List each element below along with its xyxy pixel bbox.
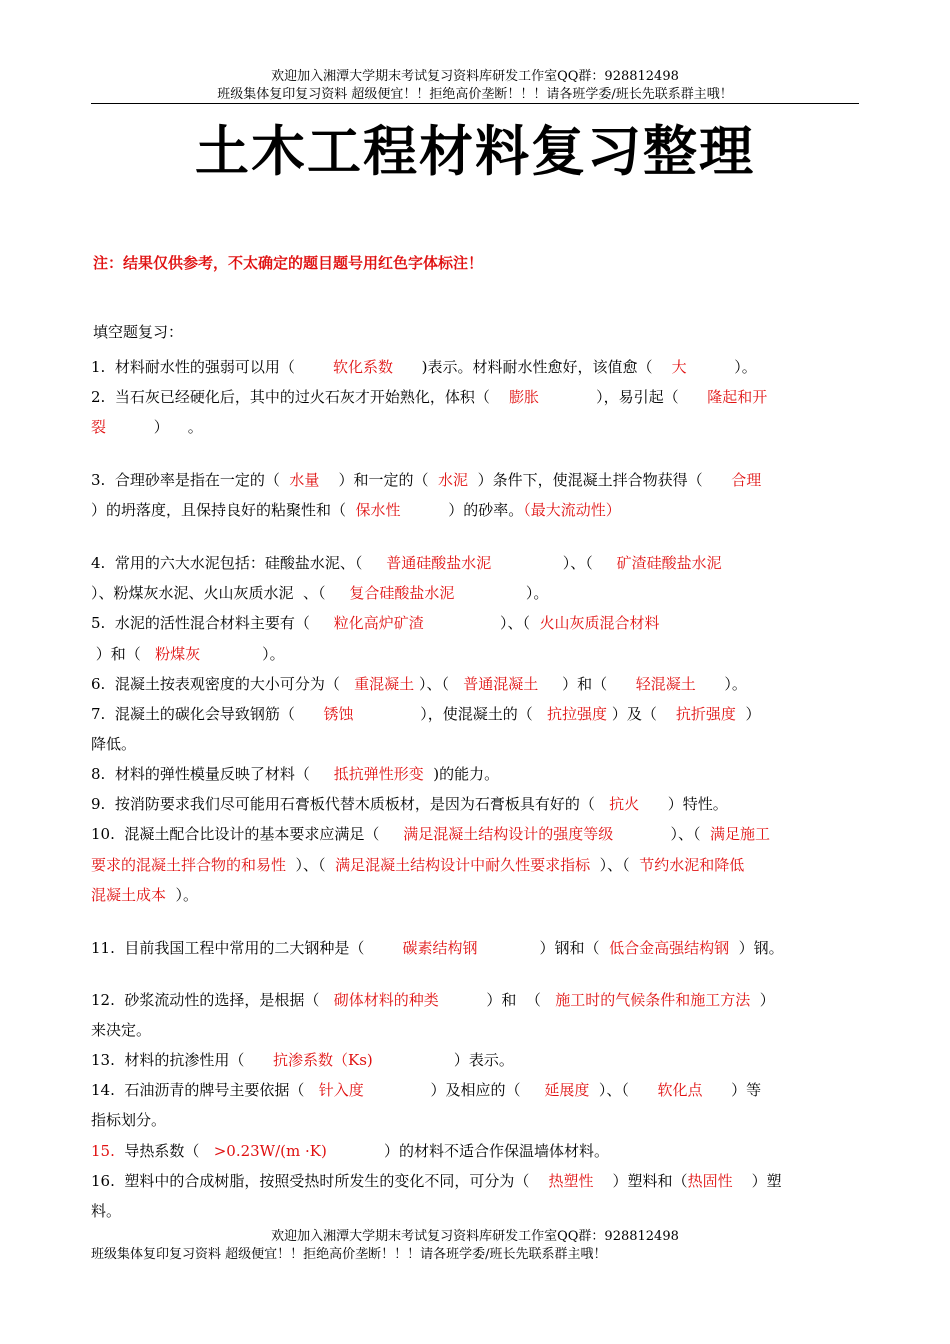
question-text: ） 。 bbox=[106, 418, 203, 436]
answer-text: 锈蚀 bbox=[323, 705, 354, 723]
answer-text: 针入度 bbox=[318, 1081, 364, 1099]
question-line bbox=[91, 763, 499, 785]
answer-text: 热塑性 bbox=[548, 1172, 594, 1190]
question-text: ）钢和（ bbox=[477, 939, 610, 957]
question-text: 7. 混凝土的碳化会导致钢筋（ bbox=[91, 705, 324, 723]
question-text: ） bbox=[735, 705, 761, 723]
answer-text: 抗渗系数（Ks) bbox=[273, 1051, 373, 1069]
question-text: ）和（ bbox=[91, 645, 156, 663]
answer-text: 要求的混凝土拌合物的和易性 bbox=[91, 856, 287, 874]
answer-text: 抵抗弹性形变 bbox=[333, 765, 424, 783]
question-text: ）。 bbox=[166, 886, 199, 904]
question-text: ）。 bbox=[454, 584, 549, 602]
answer-text: 施工时的气候条件和施工方法 bbox=[555, 991, 751, 1009]
question-line bbox=[91, 612, 660, 634]
question-text: ）的坍落度，且保持良好的粘聚性和（ bbox=[91, 501, 356, 519]
question-text: 3. 合理砂率是指在一定的（ bbox=[91, 471, 290, 489]
question-text: 1. 材料耐水性的强弱可以用（ bbox=[91, 358, 333, 376]
question-text: ）和（ bbox=[538, 675, 636, 693]
question-line bbox=[91, 1140, 609, 1162]
answer-text: 水量 bbox=[289, 471, 320, 489]
question-line bbox=[91, 499, 621, 521]
question-text: ）特性。 bbox=[639, 795, 728, 813]
answer-text: 矿渣硅酸盐水泥 bbox=[616, 554, 722, 572]
footer-line-2: 班级集体复印复习资料 超级便宜！！拒绝高价垄断！！！请各班学委/班长先联系群主哦！ bbox=[91, 1247, 607, 1262]
header-line-2: 班级集体复印复习资料 超级便宜！！拒绝高价垄断！！！请各班学委/班长先联系群主哦！ bbox=[217, 87, 733, 102]
question-text: )的能力。 bbox=[423, 765, 500, 783]
header-divider bbox=[91, 103, 859, 104]
answer-text: 大 bbox=[671, 358, 687, 376]
answer-text: 复合硅酸盐水泥 bbox=[349, 584, 455, 602]
question-text: ）的材料不适合作保温墙体材料。 bbox=[326, 1142, 610, 1160]
answer-text: 粒化高炉矿渣 bbox=[333, 614, 424, 632]
question-text: ），易引起（ bbox=[538, 388, 708, 406]
question-text: 6. 混凝土按表观密度的大小可分为（ bbox=[91, 675, 355, 693]
question-line bbox=[91, 703, 760, 725]
answer-text: （最大流动性） bbox=[523, 501, 621, 519]
answer-text: 普通硅酸盐水泥 bbox=[386, 554, 492, 572]
question-text: 指标划分。 bbox=[91, 1111, 167, 1129]
answer-text: 节约水泥和降低 bbox=[639, 856, 745, 874]
answer-text: 满足混凝土结构设计的强度等级 bbox=[403, 825, 614, 843]
question-text: ）及相应的（ bbox=[363, 1081, 545, 1099]
answer-text: 裂 bbox=[91, 418, 107, 436]
question-line bbox=[91, 1019, 151, 1041]
question-line bbox=[91, 643, 285, 665]
answer-text: 保水性 bbox=[355, 501, 401, 519]
question-text: 降低。 bbox=[91, 735, 137, 753]
question-text: ）及（ bbox=[607, 705, 676, 723]
question-line bbox=[91, 733, 136, 755]
question-text: 12. 砂浆流动性的选择，是根据（ bbox=[91, 991, 334, 1009]
question-text: ）。 bbox=[695, 675, 747, 693]
question-line bbox=[91, 1079, 761, 1101]
answer-text: 火山灰质混合材料 bbox=[539, 614, 660, 632]
question-text: )表示。材料耐水性愈好，该值愈（ bbox=[393, 358, 672, 376]
question-text: ）、（ bbox=[414, 675, 464, 693]
answer-text: 碳素结构钢 bbox=[402, 939, 478, 957]
question-line bbox=[91, 823, 770, 845]
answer-text: 延展度 bbox=[544, 1081, 590, 1099]
question-line bbox=[91, 386, 767, 408]
question-line bbox=[91, 854, 744, 876]
section-title: 填空题复习： bbox=[93, 323, 184, 341]
question-text: ），使混凝土的（ bbox=[353, 705, 548, 723]
question-text: ）塑 bbox=[732, 1172, 782, 1190]
answer-text: 膨胀 bbox=[508, 388, 539, 406]
answer-text: 轻混凝土 bbox=[635, 675, 696, 693]
answer-text: 软化点 bbox=[657, 1081, 703, 1099]
question-text: 10. 混凝土配合比设计的基本要求应满足（ bbox=[91, 825, 404, 843]
question-text: 来决定。 bbox=[91, 1021, 152, 1039]
question-line bbox=[91, 937, 784, 959]
question-text: 16. 塑料中的合成树脂，按照受热时所发生的变化不同，可分为（ bbox=[91, 1172, 549, 1190]
question-line bbox=[91, 469, 761, 491]
question-text: 14. 石油沥青的牌号主要依据（ bbox=[91, 1081, 319, 1099]
answer-text: 满足混凝土结构设计中耐久性要求指标 bbox=[335, 856, 591, 874]
question-text: 8. 材料的弹性模量反映了材料（ bbox=[91, 765, 334, 783]
question-line bbox=[91, 673, 747, 695]
question-text: ）的砂率。 bbox=[400, 501, 524, 519]
question-text: ）。 bbox=[200, 645, 285, 663]
question-line bbox=[91, 1049, 514, 1071]
answer-text: 热固性 bbox=[687, 1172, 733, 1190]
answer-text: 软化系数 bbox=[333, 358, 394, 376]
question-line bbox=[91, 1200, 121, 1222]
question-text: ）钢。 bbox=[729, 939, 784, 957]
question-text: ）、（ bbox=[286, 856, 336, 874]
answer-text: 抗拉强度 bbox=[547, 705, 608, 723]
answer-text: 普通混凝土 bbox=[463, 675, 539, 693]
question-text: ）、（ bbox=[590, 856, 640, 874]
question-line bbox=[91, 552, 722, 574]
red-note: 注：结果仅供参考，不太确定的题目题号用红色字体标注！ bbox=[93, 254, 484, 272]
question-text: ）、（ bbox=[589, 1081, 658, 1099]
question-line bbox=[91, 1109, 166, 1131]
question-line bbox=[91, 793, 728, 815]
answer-text: 合理 bbox=[731, 471, 762, 489]
answer-text: 砌体材料的种类 bbox=[333, 991, 439, 1009]
question-text: 4. 常用的六大水泥包括：硅酸盐水泥、（ bbox=[91, 554, 387, 572]
question-line bbox=[91, 884, 198, 906]
answer-text: 水泥 bbox=[438, 471, 469, 489]
answer-text: 15. bbox=[91, 1142, 115, 1160]
answer-text: 混凝土成本 bbox=[91, 886, 167, 904]
question-text: 13. 材料的抗渗性用（ bbox=[91, 1051, 274, 1069]
answer-text: 抗火 bbox=[609, 795, 640, 813]
question-text: 料。 bbox=[91, 1202, 122, 1220]
answer-text: 抗折强度 bbox=[675, 705, 736, 723]
question-text: ）、（ bbox=[613, 825, 711, 843]
question-line bbox=[91, 582, 548, 604]
question-text: 5. 水泥的活性混合材料主要有（ bbox=[91, 614, 334, 632]
question-text: ） bbox=[750, 991, 775, 1009]
footer-line-1: 欢迎加入湘潭大学期末考试复习资料库研发工作室QQ群：928812498 bbox=[271, 1229, 679, 1244]
answer-text: >0.23W/(m ·K) bbox=[213, 1142, 327, 1160]
question-text: ）、粉煤灰水泥、火山灰质水泥 、（ bbox=[91, 584, 350, 602]
page-title: 土木工程材料复习整理 bbox=[195, 119, 755, 183]
answer-text: 隆起和开 bbox=[707, 388, 768, 406]
question-text: 9. 按消防要求我们尽可能用石膏板代替木质板材，是因为石膏板具有好的（ bbox=[91, 795, 610, 813]
answer-text: 满足施工 bbox=[710, 825, 771, 843]
question-line bbox=[91, 1170, 782, 1192]
question-text: ）。 bbox=[686, 358, 757, 376]
question-text: 11. 目前我国工程中常用的二大钢种是（ bbox=[91, 939, 403, 957]
question-text: 导热系数（ bbox=[114, 1142, 214, 1160]
question-text: ）和 （ bbox=[438, 991, 556, 1009]
answer-text: 粉煤灰 bbox=[155, 645, 201, 663]
question-line bbox=[91, 989, 775, 1011]
answer-text: 低合金高强结构钢 bbox=[609, 939, 730, 957]
question-text: 2. 当石灰已经硬化后，其中的过火石灰才开始熟化，体积（ bbox=[91, 388, 509, 406]
question-line bbox=[91, 416, 203, 438]
question-text: ）等 bbox=[702, 1081, 762, 1099]
question-text: ）塑料和（ bbox=[593, 1172, 688, 1190]
question-text: ）、（ bbox=[423, 614, 540, 632]
question-text: ）、（ bbox=[491, 554, 617, 572]
header-line-1: 欢迎加入湘潭大学期末考试复习资料库研发工作室QQ群：928812498 bbox=[271, 69, 679, 84]
question-text: ）条件下，使混凝土拌合物获得（ bbox=[468, 471, 732, 489]
answer-text: 重混凝土 bbox=[354, 675, 415, 693]
question-line bbox=[91, 356, 757, 378]
question-text: ）表示。 bbox=[372, 1051, 514, 1069]
question-text: ）和一定的（ bbox=[319, 471, 439, 489]
